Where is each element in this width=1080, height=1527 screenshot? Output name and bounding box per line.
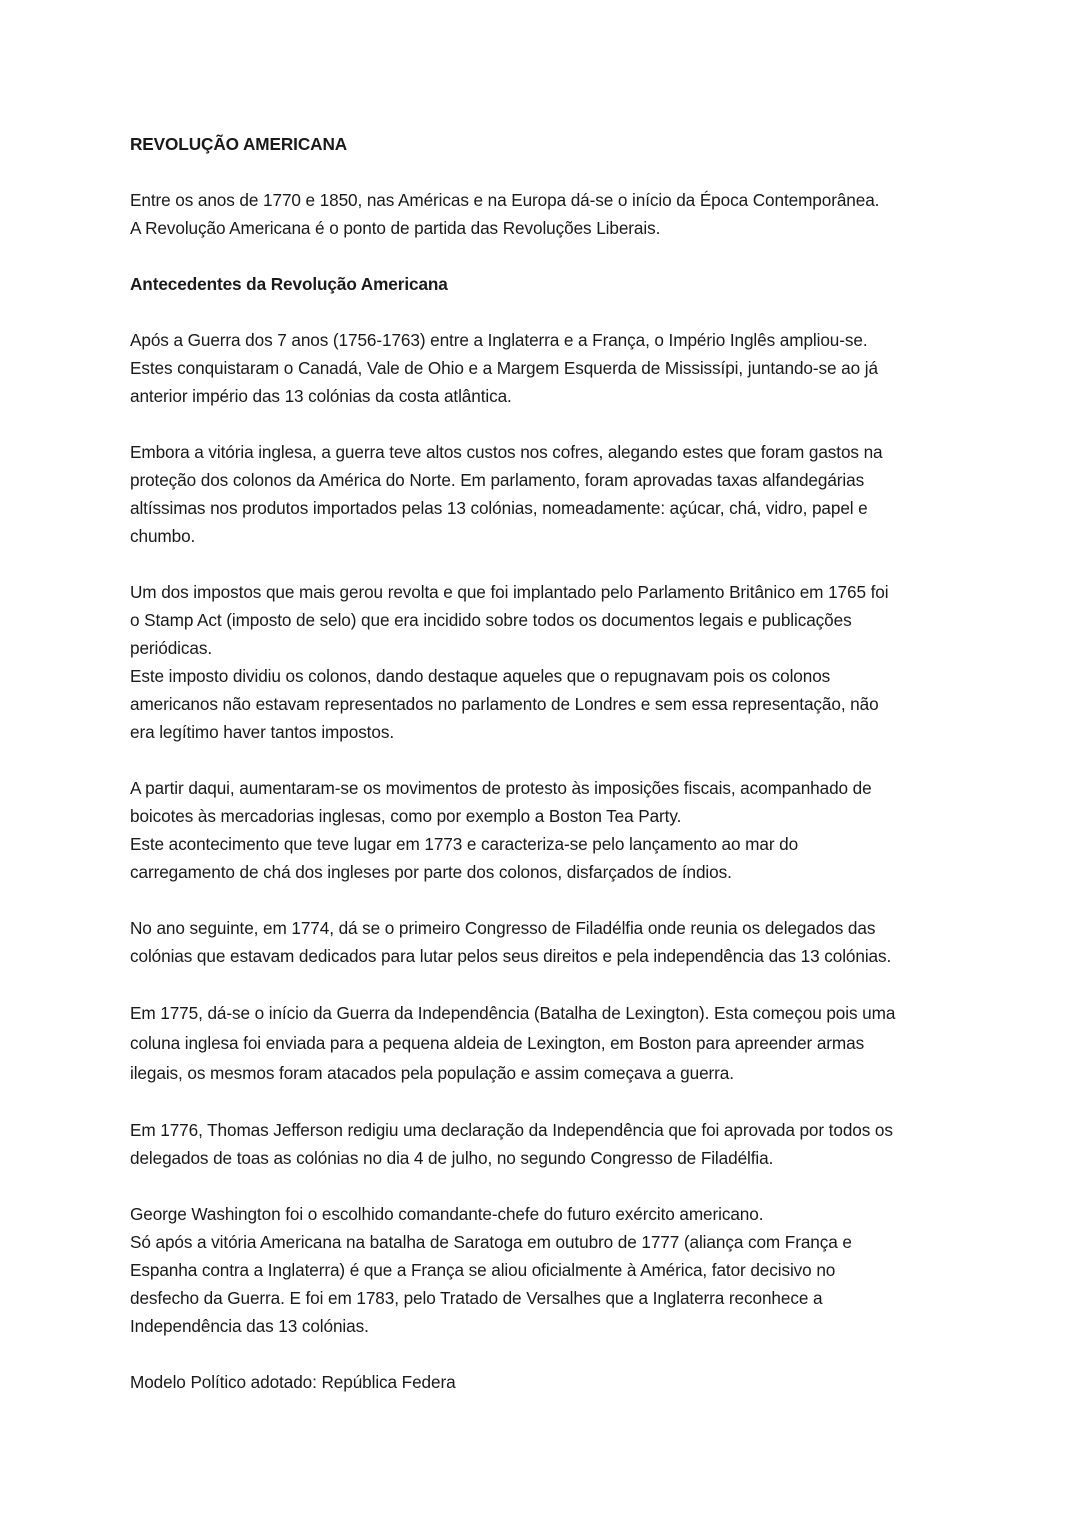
text-line: Após a Guerra dos 7 anos (1756-1763) entre a Inglaterra e a França, o Império Inglês ampliou-se. [130,330,868,350]
paragraph-declaracao [130,1116,960,1172]
paragraph-stamp-act [130,578,960,746]
text-line: ilegais, os mesmos foram atacados pela população e assim começava a guerra. [130,1063,734,1083]
text-line: No ano seguinte, em 1774, dá se o primeiro Congresso de Filadélfia onde reunia os delegados das [130,918,876,938]
text-line: George Washington foi o escolhido comandante-chefe do futuro exército americano. [130,1204,764,1224]
text-line: periódicas. [130,638,213,658]
text-line: carregamento de chá dos ingleses por parte dos colonos, disfarçados de índios. [130,862,732,882]
text-line: Este imposto dividiu os colonos, dando destaque aqueles que o repugnavam pois os colonos [130,666,831,686]
text-line: colónias que estavam dedicados para lutar pelos seus direitos e pela independência das 13 colónias. [130,946,892,966]
text-line: coluna inglesa foi enviada para a pequena aldeia de Lexington, em Boston para apreender armas [130,1033,865,1053]
text-line: delegados de toas as colónias no dia 4 de julho, no segundo Congresso de Filadélfia. [130,1148,774,1168]
text-line: A Revolução Americana é o ponto de partida das Revoluções Liberais. [130,218,661,238]
text-line: Um dos impostos que mais gerou revolta e que foi implantado pelo Parlamento Britânico em 1765 foi [130,582,889,602]
paragraph-modelo-politico [130,1368,960,1396]
text-line: boicotes às mercadorias inglesas, como por exemplo a Boston Tea Party. [130,806,682,826]
document-page [130,130,960,1396]
text-line: altíssimas nos produtos importados pelas 13 colónias, nomeadamente: açúcar, chá, vidro, papel e [130,498,868,518]
text-line: Em 1776, Thomas Jefferson redigiu uma declaração da Independência que foi aprovada por todos os [130,1120,893,1140]
text-line: Embora a vitória inglesa, a guerra teve altos custos nos cofres, alegando estes que foram gastos na [130,442,883,462]
paragraph-guerra-independencia [130,998,960,1088]
text-line: A partir daqui, aumentaram-se os movimentos de protesto às imposições fiscais, acompanhado de [130,778,872,798]
text-line: Independência das 13 colónias. [130,1316,369,1336]
text-line: o Stamp Act (imposto de selo) que era incidido sobre todos os documentos legais e publicações [130,610,852,630]
paragraph-congresso-filadelfia [130,914,960,970]
intro-paragraph [130,186,960,242]
text-line: Espanha contra a Inglaterra) é que a França se aliou oficialmente à América, fator decisivo no [130,1260,836,1280]
document-title: REVOLUÇÃO AMERICANA [130,134,348,154]
text-line: americanos não estavam representados no parlamento de Londres e sem essa representação, não [130,694,879,714]
text-line: Este acontecimento que teve lugar em 1773 e caracteriza-se pelo lançamento ao mar do [130,834,799,854]
text-line: proteção dos colonos da América do Norte. Em parlamento, foram aprovadas taxas alfandegárias [130,470,865,490]
paragraph-guerra-7-anos [130,326,960,410]
paragraph-boston-tea-party [130,774,960,886]
text-line: Entre os anos de 1770 e 1850, nas Américas e na Europa dá-se o início da Época Contemporânea. [130,190,880,210]
text-line: Em 1775, dá-se o início da Guerra da Independência (Batalha de Lexington). Esta começou pois uma [130,1003,896,1023]
paragraph-custos-guerra [130,438,960,550]
text-line: era legítimo haver tantos impostos. [130,722,394,742]
text-line: Modelo Político adotado: República Federa [130,1372,456,1392]
text-line: Só após a vitória Americana na batalha de Saratoga em outubro de 1777 (aliança com França e [130,1232,852,1252]
text-line: desfecho da Guerra. E foi em 1783, pelo Tratado de Versalhes que a Inglaterra reconhece a [130,1288,823,1308]
paragraph-george-washington [130,1200,960,1340]
section-heading: Antecedentes da Revolução Americana [130,274,448,294]
text-line: chumbo. [130,526,196,546]
text-line: anterior império das 13 colónias da costa atlântica. [130,386,512,406]
text-line: Estes conquistaram o Canadá, Vale de Ohio e a Margem Esquerda de Mississípi, juntando-se ao já [130,358,878,378]
